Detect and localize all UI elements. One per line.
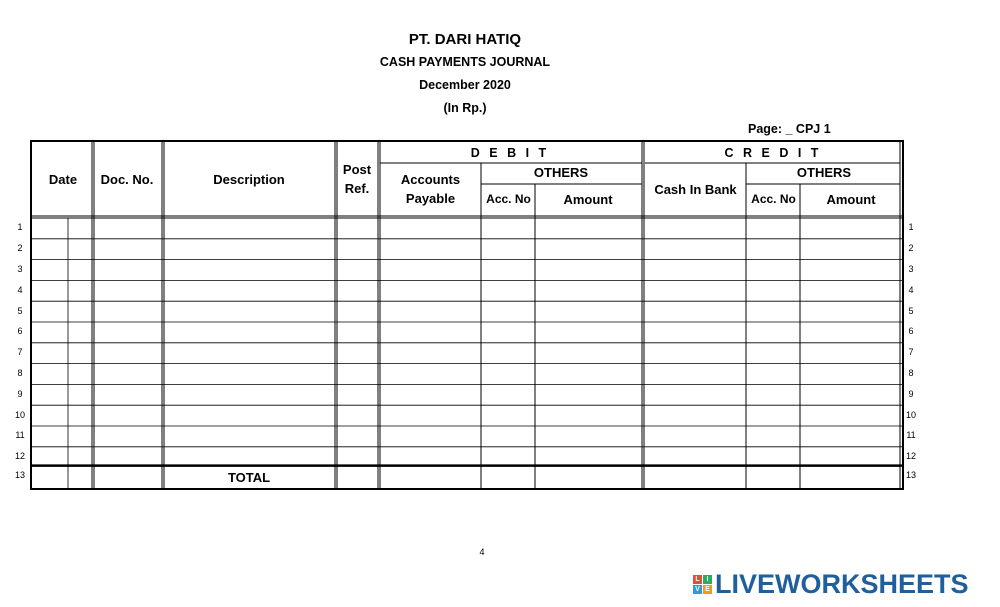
col-header-doc-no: Doc. No. — [100, 171, 154, 187]
journal-title: CASH PAYMENTS JOURNAL — [379, 55, 551, 69]
row-number-left: 10 — [14, 409, 25, 420]
row-number-left: 12 — [14, 451, 25, 462]
row-number-left: 9 — [17, 388, 23, 399]
col-header-cash-in-bank: Cash In Bank — [654, 181, 737, 197]
col-header-credit-acc-no: Acc. No — [751, 192, 796, 207]
col-header-credit: C R E D I T — [724, 146, 822, 161]
row-number-right: 3 — [908, 264, 914, 274]
logo-letter-l: L — [693, 575, 702, 584]
col-header-post-ref: Post Ref. — [342, 162, 372, 196]
row-number-right: 11 — [906, 430, 916, 441]
liveworksheets-logo — [693, 569, 969, 600]
logo-letter-i: I — [703, 575, 712, 584]
page-reference: Page: _ CPJ 1 — [748, 122, 831, 136]
col-header-debit-acc-no: Acc. No — [486, 192, 531, 207]
row-number-left: 13 — [14, 470, 25, 480]
row-number-left: 8 — [17, 368, 23, 378]
row-number-left: 1 — [17, 222, 23, 233]
logo-letter-e: E — [703, 585, 712, 594]
journal-period: December 2020 — [419, 78, 511, 92]
row-number-left: 5 — [17, 305, 23, 316]
page-number: 4 — [479, 547, 485, 557]
row-number-left: 11 — [15, 430, 25, 441]
col-header-date: Date — [48, 171, 78, 187]
logo-letter-v: V — [693, 585, 702, 594]
liveworksheets-logo-text: LIVEWORKSHEETS — [715, 569, 969, 599]
row-number-left: 3 — [17, 264, 23, 274]
row-number-right: 5 — [908, 305, 914, 316]
row-number-right: 6 — [908, 326, 914, 337]
col-header-debit-others: OTHERS — [533, 165, 589, 181]
row-number-right: 9 — [908, 388, 914, 399]
row-number-left: 4 — [17, 284, 23, 295]
row-number-right: 2 — [908, 243, 914, 254]
row-number-right: 8 — [908, 368, 914, 378]
col-header-accounts-payable: Accounts Payable — [400, 172, 461, 206]
col-header-credit-others: OTHERS — [796, 165, 852, 181]
row-number-left: 6 — [17, 326, 23, 337]
currency-unit: (In Rp.) — [443, 101, 487, 115]
total-label: TOTAL — [227, 469, 271, 485]
col-header-credit-amount: Amount — [826, 191, 876, 207]
row-number-left: 7 — [17, 347, 23, 358]
row-number-right: 10 — [905, 409, 916, 420]
col-header-debit-amount: Amount — [563, 191, 613, 207]
row-number-right: 12 — [905, 451, 916, 462]
cash-payments-journal-table — [30, 140, 904, 490]
col-header-debit: D E B I T — [470, 146, 550, 161]
liveworksheets-logo-icon — [693, 575, 712, 594]
row-number-left: 2 — [17, 243, 23, 254]
row-number-right: 1 — [908, 222, 914, 233]
company-name: PT. DARI HATIQ — [408, 31, 522, 48]
row-number-right: 7 — [908, 347, 914, 358]
row-number-right: 4 — [908, 284, 914, 295]
row-number-right: 13 — [905, 470, 916, 480]
col-header-description: Description — [213, 171, 285, 187]
